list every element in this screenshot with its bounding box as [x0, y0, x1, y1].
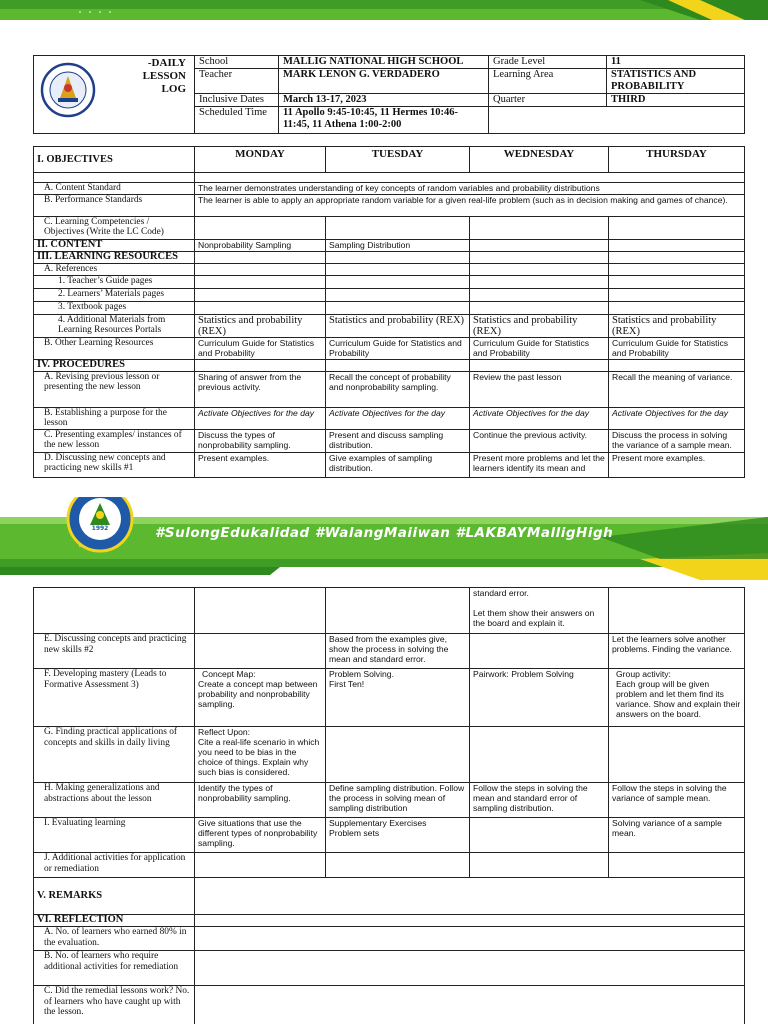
reflection-heading: VI. REFLECTION — [34, 915, 195, 927]
procedure-f-monday — [195, 669, 326, 727]
procedure-h-label: H. Making generalizations and abstractions about the lesson — [34, 783, 195, 818]
logo-year: 1992 — [91, 525, 109, 532]
remarks-heading: V. REMARKS — [34, 878, 195, 915]
procedure-f-tuesday-2: First Ten! — [329, 679, 365, 689]
day-wednesday: WEDNESDAY — [470, 147, 609, 173]
procedure-i-tuesday — [326, 818, 470, 853]
procedure-i-tuesday-2: Problem sets — [329, 828, 380, 838]
procedure-d-wednesday-cont — [470, 588, 609, 634]
log-title: -DAILY LESSON LOG — [142, 57, 186, 95]
additional-materials-tuesday: Statistics and probability (REX) — [326, 314, 470, 337]
grade-value: 11 — [607, 56, 745, 69]
content-standard-value: The learner demonstrates understanding of key concepts of random variables and probability distributions — [195, 183, 745, 195]
teacher-label: Teacher — [195, 69, 279, 94]
procedure-f-tuesday — [326, 669, 470, 727]
other-resources-tuesday: Curriculum Guide for Statistics and Probability — [326, 337, 470, 359]
procedure-f-wednesday: Pairwork: Problem Solving — [470, 669, 609, 727]
dates-label: Inclusive Dates — [195, 94, 279, 107]
performance-standard-value: The learner is able to apply an appropriate random variable for a given real-life problem (such as in decision making and games of chance). — [195, 194, 745, 216]
procedure-a-label: A. Revising previous lesson or presenting the new lesson — [34, 371, 195, 407]
procedure-j-label: J. Additional activities for application or remediation — [34, 853, 195, 878]
sched-value: 11 Apollo 9:45-10:45, 11 Hermes 10:46-11:45, 11 Athena 1:00-2:00 — [279, 107, 489, 134]
procedure-b-label: B. Establishing a purpose for the lesson — [34, 407, 195, 429]
additional-materials-wednesday: Statistics and probability (REX) — [470, 314, 609, 337]
lesson-table-page2 — [33, 587, 745, 1024]
procedure-e-tuesday: Based from the examples give, show the process in solving the mean and standard error. — [326, 634, 470, 669]
day-monday: MONDAY — [195, 147, 326, 173]
header-table — [33, 55, 745, 134]
area-label: Learning Area — [489, 69, 607, 94]
procedure-g-monday-text: Cite a real-life scenario in which you need to be bias in the choice of things. Explain why such bias is considered. — [198, 737, 320, 777]
procedure-f-monday-title: Concept Map: — [202, 669, 256, 679]
resources-heading: III. LEARNING RESOURCES — [34, 251, 195, 263]
school-value: MALLIG NATIONAL HIGH SCHOOL — [279, 56, 489, 69]
procedure-f-tuesday-1: Problem Solving. — [329, 669, 394, 679]
procedure-e-thursday: Let the learners solve another problems. Finding the variance. — [609, 634, 745, 669]
lesson-table-page1 — [33, 146, 745, 478]
objectives-heading: I. OBJECTIVES — [34, 147, 195, 173]
procedure-f-thursday-title: Group activity: — [616, 669, 671, 679]
competencies-label: C. Learning Competencies / Objectives (Write the LC Code) — [34, 216, 195, 239]
procedure-c-thursday: Discuss the process in solving the variance of a sample mean. — [609, 429, 745, 452]
additional-materials-label: 4. Additional Materials from Learning Resources Portals — [34, 314, 195, 337]
teacher-value: MARK LENON G. VERDADERO — [279, 69, 489, 94]
procedure-b-monday: Activate Objectives for the day — [195, 407, 326, 429]
other-resources-label: B. Other Learning Resources — [34, 337, 195, 359]
procedure-d-wednesday: Present more problems and let the learners identify its mean and — [470, 452, 609, 477]
procedure-h-thursday: Follow the steps in solving the variance of sample mean. — [609, 783, 745, 818]
procedure-a-monday: Sharing of answer from the previous activity. — [195, 371, 326, 407]
procedures-heading: IV. PROCEDURES — [34, 359, 195, 371]
procedure-h-tuesday: Define sampling distribution. Follow the process in solving mean of sampling distribution — [326, 783, 470, 818]
day-thursday: THURSDAY — [609, 147, 745, 173]
teachers-guide-label: 1. Teacher’s Guide pages — [34, 275, 195, 288]
procedure-g-monday-title: Reflect Upon: — [198, 727, 251, 737]
school-label: School — [195, 56, 279, 69]
procedure-h-wednesday: Follow the steps in solving the mean and standard error of sampling distribution. — [470, 783, 609, 818]
procedure-c-label: C. Presenting examples/ instances of the new lesson — [34, 429, 195, 452]
procedure-f-label: F. Developing mastery (Leads to Formative Assessment 3) — [34, 669, 195, 727]
reflection-c-label: C. Did the remedial lessons work? No. of learners who have caught up with the lesson. — [34, 986, 195, 1024]
other-resources-thursday: Curriculum Guide for Statistics and Probability — [609, 337, 745, 359]
top-banner — [0, 0, 768, 20]
content-heading: II. CONTENT — [34, 239, 195, 251]
procedure-b-tuesday: Activate Objectives for the day — [326, 407, 470, 429]
content-standard-label: A. Content Standard — [34, 183, 195, 195]
procedure-f-monday-text: Create a concept map between probability and nonprobability sampling. — [198, 679, 318, 709]
procedure-e-label: E. Discussing concepts and practicing new skills #2 — [34, 634, 195, 669]
grade-label: Grade Level — [489, 56, 607, 69]
procedure-a-tuesday: Recall the concept of probability and nonprobability sampling. — [326, 371, 470, 407]
learners-materials-label: 2. Learners’ Materials pages — [34, 288, 195, 301]
procedure-f-thursday — [609, 669, 745, 727]
quarter-value: THIRD — [607, 94, 745, 107]
procedure-a-thursday: Recall the meaning of variance. — [609, 371, 745, 407]
performance-standard-label: B. Performance Standards — [34, 194, 195, 216]
quarter-label: Quarter — [489, 94, 607, 107]
procedure-b-thursday: Activate Objectives for the day — [609, 407, 745, 429]
additional-materials-monday: Statistics and probability (REX) — [195, 314, 326, 337]
reflection-b-label: B. No. of learners who require additional activities for remediation — [34, 951, 195, 986]
logo-cell — [34, 56, 195, 134]
sched-label: Scheduled Time — [195, 107, 279, 134]
procedure-d-wednesday-cont-1: standard error. — [473, 588, 529, 598]
deped-seal-icon — [40, 62, 96, 118]
additional-materials-thursday: Statistics and probability (REX) — [609, 314, 745, 337]
content-monday: Nonprobability Sampling — [195, 239, 326, 251]
reflection-a-label: A. No. of learners who earned 80% in the evaluation. — [34, 927, 195, 951]
other-resources-wednesday: Curriculum Guide for Statistics and Probability — [470, 337, 609, 359]
procedure-d-monday: Present examples. — [195, 452, 326, 477]
procedure-g-label: G. Finding practical applications of concepts and skills in daily living — [34, 727, 195, 783]
procedure-g-monday — [195, 727, 326, 783]
references-label: A. References — [34, 263, 195, 275]
school-logo-icon — [68, 497, 132, 551]
procedure-i-tuesday-1: Supplementary Exercises — [329, 818, 427, 828]
procedure-i-monday: Give situations that use the different types of nonprobability sampling. — [195, 818, 326, 853]
procedure-d-label: D. Discussing new concepts and practicing new skills #1 — [34, 452, 195, 477]
content-tuesday: Sampling Distribution — [326, 239, 470, 251]
procedure-i-thursday: Solving variance of a sample mean. — [609, 818, 745, 853]
empty-cell — [489, 107, 745, 134]
area-value: STATISTICS AND PROBABILITY — [607, 69, 745, 94]
procedure-c-monday: Discuss the types of nonprobability sampling. — [195, 429, 326, 452]
dates-value: March 13-17, 2023 — [279, 94, 489, 107]
top-banner-graphic — [0, 0, 768, 20]
procedure-i-label: I. Evaluating learning — [34, 818, 195, 853]
procedure-d-wednesday-cont-2: Let them show their answers on the board and explain it. — [473, 608, 595, 628]
procedure-b-wednesday: Activate Objectives for the day — [470, 407, 609, 429]
procedure-h-monday: Identify the types of nonprobability sampling. — [195, 783, 326, 818]
day-tuesday: TUESDAY — [326, 147, 470, 173]
textbook-label: 3. Textbook pages — [34, 301, 195, 314]
procedure-c-tuesday: Present and discuss sampling distribution. — [326, 429, 470, 452]
procedure-d-tuesday: Give examples of sampling distribution. — [326, 452, 470, 477]
hashtags-text: #SulongEdukalidad #WalangMaiiwan #LAKBAYMalligHigh — [155, 525, 614, 541]
procedure-a-wednesday: Review the past lesson — [470, 371, 609, 407]
procedure-f-thursday-text: Each group will be given problem and let them find its variance. Show and explain their answers on the board. — [616, 679, 741, 719]
procedure-c-wednesday: Continue the previous activity. — [470, 429, 609, 452]
other-resources-monday: Curriculum Guide for Statistics and Probability — [195, 337, 326, 359]
procedure-d-thursday: Present more examples. — [609, 452, 745, 477]
